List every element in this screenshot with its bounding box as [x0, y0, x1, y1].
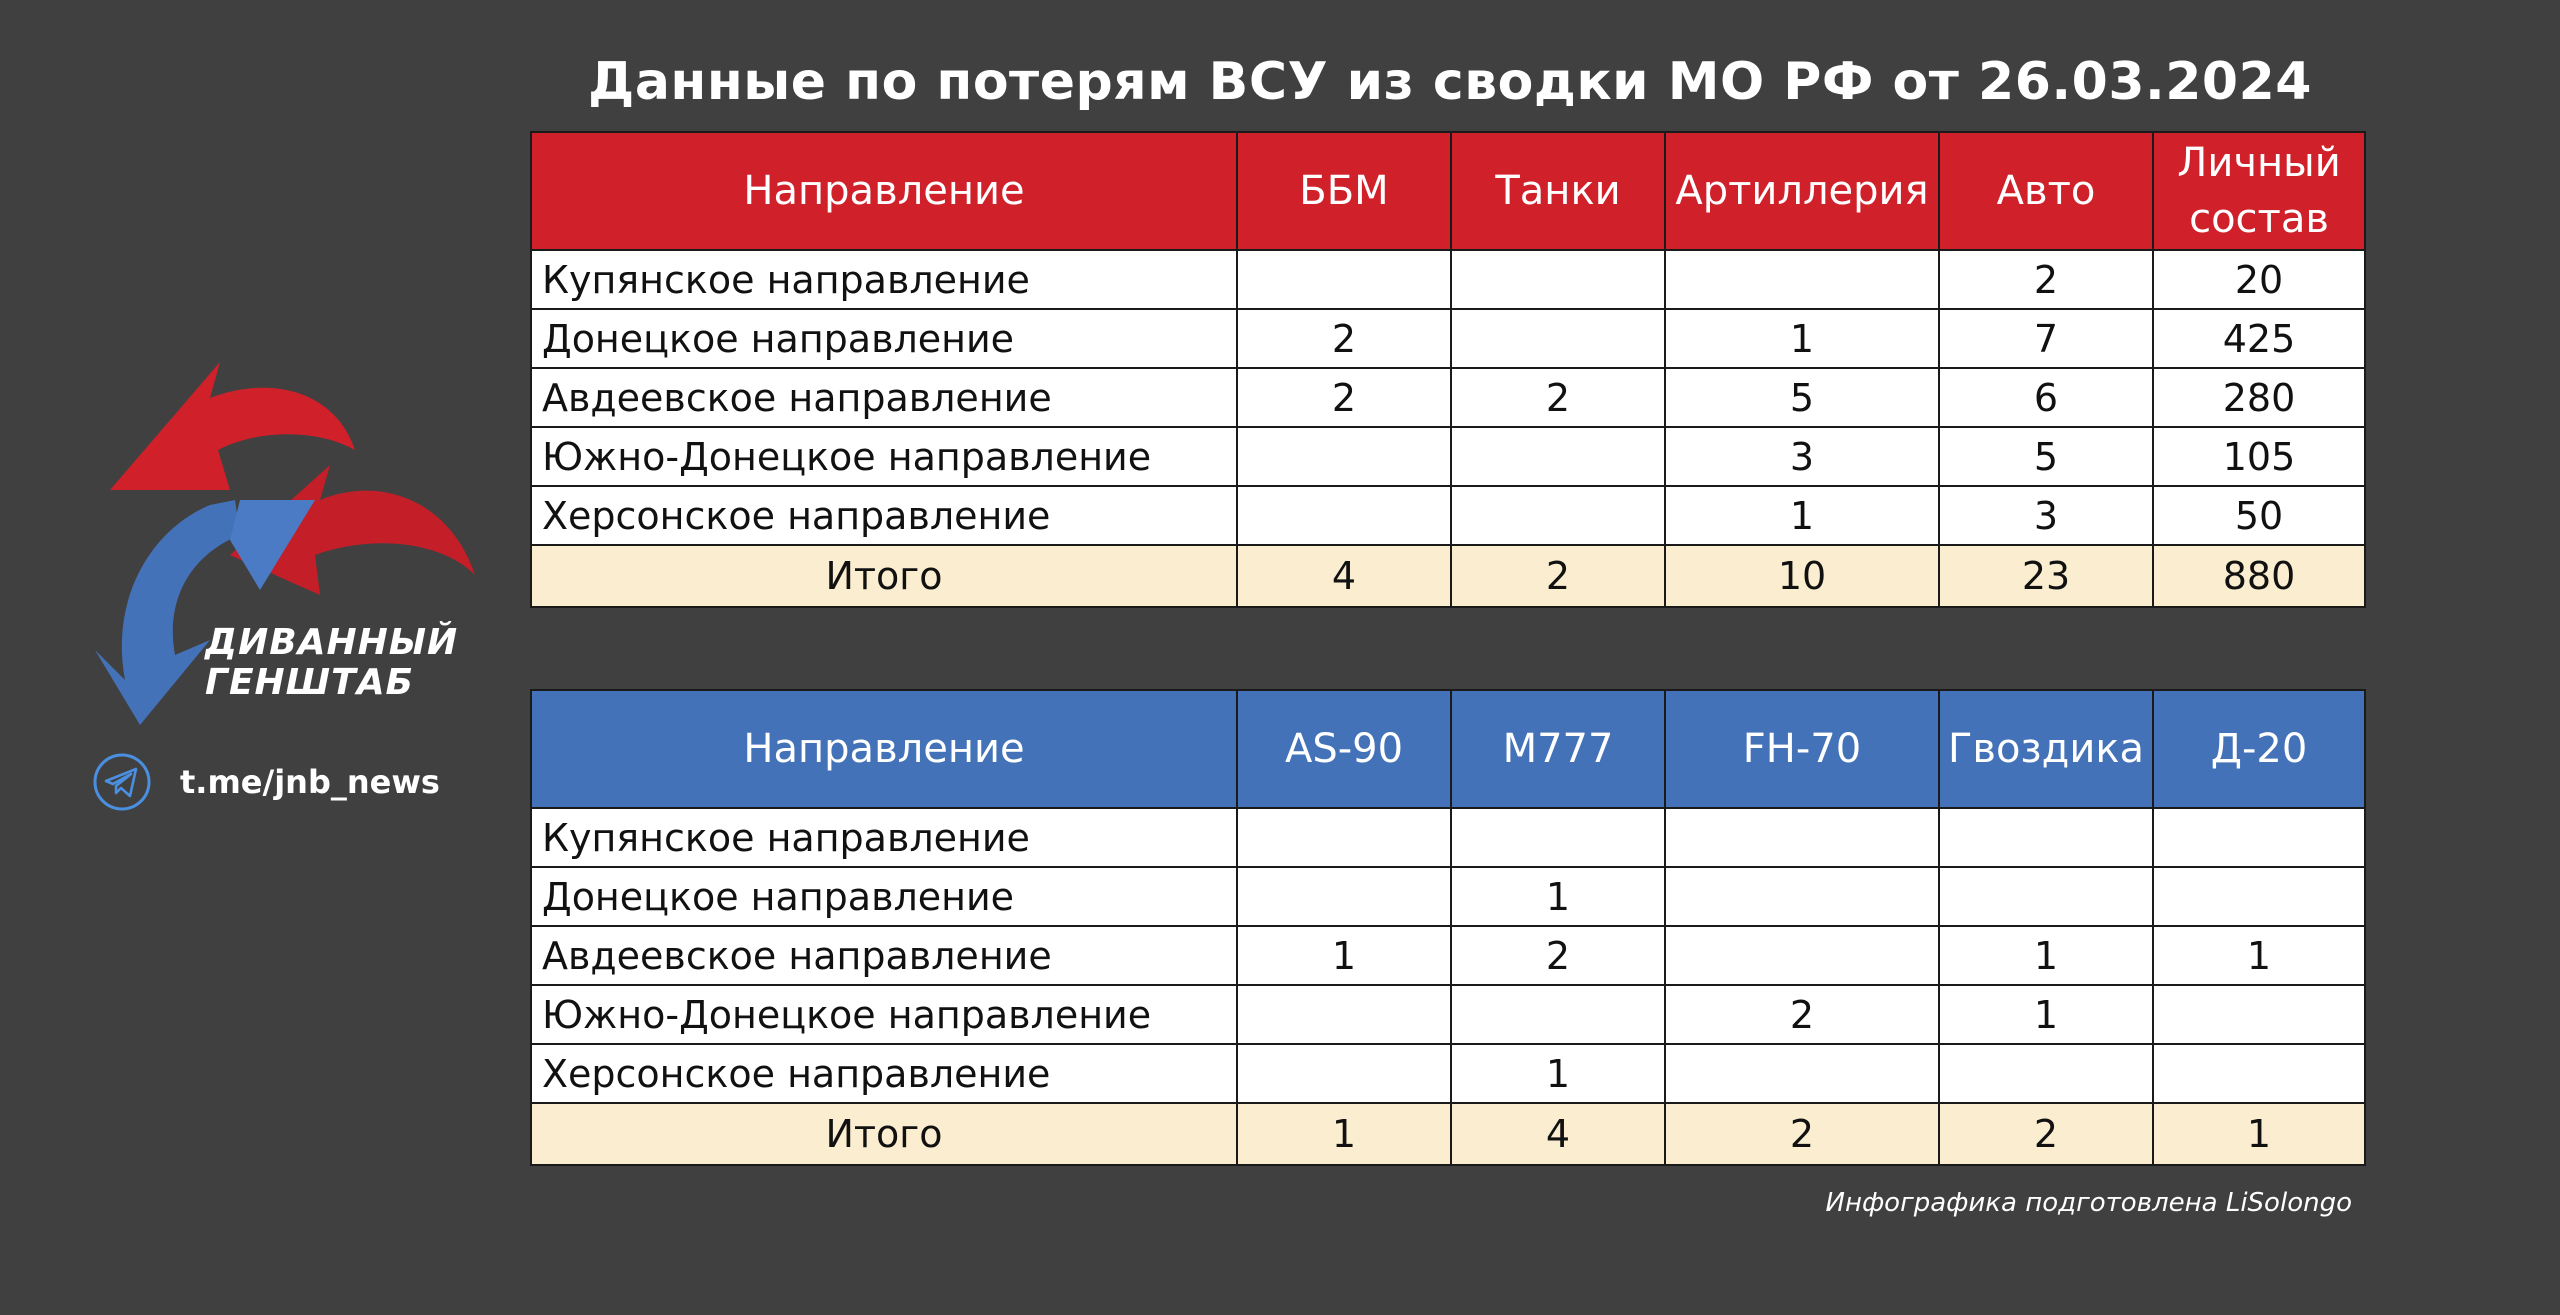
row-cell: 1 — [1451, 867, 1665, 926]
row-cell: 105 — [2153, 427, 2365, 486]
total-cell: 2 — [1451, 545, 1665, 607]
table-row — [531, 867, 2365, 926]
credit-text: Инфографика подготовлена LiSolongo — [1825, 1188, 2352, 1218]
row-direction: Донецкое направление — [531, 867, 1237, 926]
header-as90: AS-90 — [1237, 690, 1451, 808]
row-cell: 3 — [1939, 486, 2153, 545]
row-cell — [1665, 250, 1939, 309]
row-cell: 1 — [1939, 926, 2153, 985]
row-cell: 1 — [1237, 926, 1451, 985]
row-cell: 1 — [1665, 486, 1939, 545]
table-row — [531, 427, 2365, 486]
total-row — [531, 545, 2365, 607]
row-cell: 2 — [1237, 368, 1451, 427]
total-cell: 4 — [1451, 1103, 1665, 1165]
row-cell: 6 — [1939, 368, 2153, 427]
row-cell: 5 — [1939, 427, 2153, 486]
header-personnel — [2153, 132, 2365, 250]
header-direction: Направление — [531, 132, 1237, 250]
row-cell — [1237, 985, 1451, 1044]
row-cell: 2 — [1939, 250, 2153, 309]
header-auto: Авто — [1939, 132, 2153, 250]
header-artillery: Артиллерия — [1665, 132, 1939, 250]
row-cell: 2 — [1237, 309, 1451, 368]
total-cell: 2 — [1939, 1103, 2153, 1165]
row-cell — [1451, 309, 1665, 368]
row-cell: 3 — [1665, 427, 1939, 486]
row-cell — [1665, 867, 1939, 926]
row-cell: 1 — [1939, 985, 2153, 1044]
brand-name — [205, 623, 458, 703]
total-cell: 1 — [2153, 1103, 2365, 1165]
row-cell: 50 — [2153, 486, 2365, 545]
header-personnel-line-2: состав — [2189, 196, 2329, 242]
row-cell — [2153, 1044, 2365, 1103]
row-cell: 425 — [2153, 309, 2365, 368]
table-row — [531, 486, 2365, 545]
row-cell — [2153, 985, 2365, 1044]
header-tanks: Танки — [1451, 132, 1665, 250]
table-row — [531, 1044, 2365, 1103]
row-cell: 7 — [1939, 309, 2153, 368]
row-direction: Херсонское направление — [531, 486, 1237, 545]
total-cell: 23 — [1939, 545, 2153, 607]
row-direction: Южно-Донецкое направление — [531, 985, 1237, 1044]
row-cell — [1665, 926, 1939, 985]
brand-line-2: ГЕНШТАБ — [205, 662, 414, 703]
row-cell: 1 — [2153, 926, 2365, 985]
total-label: Итого — [531, 545, 1237, 607]
row-cell — [1237, 250, 1451, 309]
losses-table-artillery — [530, 689, 2366, 1166]
header-personnel-line-1: Личный — [2177, 140, 2341, 186]
table-row — [531, 368, 2365, 427]
table-row — [531, 985, 2365, 1044]
row-cell — [1939, 1044, 2153, 1103]
row-cell — [1237, 867, 1451, 926]
header-direction: Направление — [531, 690, 1237, 808]
total-cell: 1 — [1237, 1103, 1451, 1165]
header-d20: Д-20 — [2153, 690, 2365, 808]
total-cell: 10 — [1665, 545, 1939, 607]
row-direction: Авдеевское направление — [531, 926, 1237, 985]
row-cell — [1451, 427, 1665, 486]
table-header-row — [531, 132, 2365, 250]
row-cell: 1 — [1665, 309, 1939, 368]
table-row — [531, 926, 2365, 985]
row-direction: Донецкое направление — [531, 309, 1237, 368]
total-row — [531, 1103, 2365, 1165]
row-cell — [1451, 808, 1665, 867]
row-direction: Херсонское направление — [531, 1044, 1237, 1103]
row-direction: Купянское направление — [531, 808, 1237, 867]
table-row — [531, 250, 2365, 309]
row-cell — [2153, 867, 2365, 926]
row-cell — [2153, 808, 2365, 867]
total-cell: 880 — [2153, 545, 2365, 607]
row-cell: 1 — [1451, 1044, 1665, 1103]
total-label: Итого — [531, 1103, 1237, 1165]
row-cell: 2 — [1665, 985, 1939, 1044]
header-fh70: FH-70 — [1665, 690, 1939, 808]
row-direction: Купянское направление — [531, 250, 1237, 309]
table-row — [531, 808, 2365, 867]
row-cell: 2 — [1451, 368, 1665, 427]
row-cell — [1237, 486, 1451, 545]
row-cell — [1451, 486, 1665, 545]
row-cell — [1939, 808, 2153, 867]
row-direction: Авдеевское направление — [531, 368, 1237, 427]
brand-line-1: ДИВАННЫЙ — [205, 622, 459, 663]
channel-url: t.me/jnb_news — [180, 763, 440, 801]
row-cell — [1451, 985, 1665, 1044]
table-row — [531, 309, 2365, 368]
row-cell — [1237, 1044, 1451, 1103]
telegram-icon — [92, 752, 152, 812]
header-gvozdika: Гвоздика — [1939, 690, 2153, 808]
page-title: Данные по потерям ВСУ из сводки МО РФ от 26.03.2024 — [588, 52, 2312, 112]
row-cell — [1939, 867, 2153, 926]
row-cell — [1237, 808, 1451, 867]
losses-table-main — [530, 131, 2366, 608]
table-header-row — [531, 690, 2365, 808]
row-cell — [1665, 1044, 1939, 1103]
row-cell — [1665, 808, 1939, 867]
row-cell — [1451, 250, 1665, 309]
row-cell: 2 — [1451, 926, 1665, 985]
row-cell — [1237, 427, 1451, 486]
header-m777: M777 — [1451, 690, 1665, 808]
row-cell: 20 — [2153, 250, 2365, 309]
row-cell: 280 — [2153, 368, 2365, 427]
row-cell: 5 — [1665, 368, 1939, 427]
row-direction: Южно-Донецкое направление — [531, 427, 1237, 486]
total-cell: 2 — [1665, 1103, 1939, 1165]
channel-link[interactable] — [92, 750, 440, 814]
total-cell: 4 — [1237, 545, 1451, 607]
header-bbm: ББМ — [1237, 132, 1451, 250]
